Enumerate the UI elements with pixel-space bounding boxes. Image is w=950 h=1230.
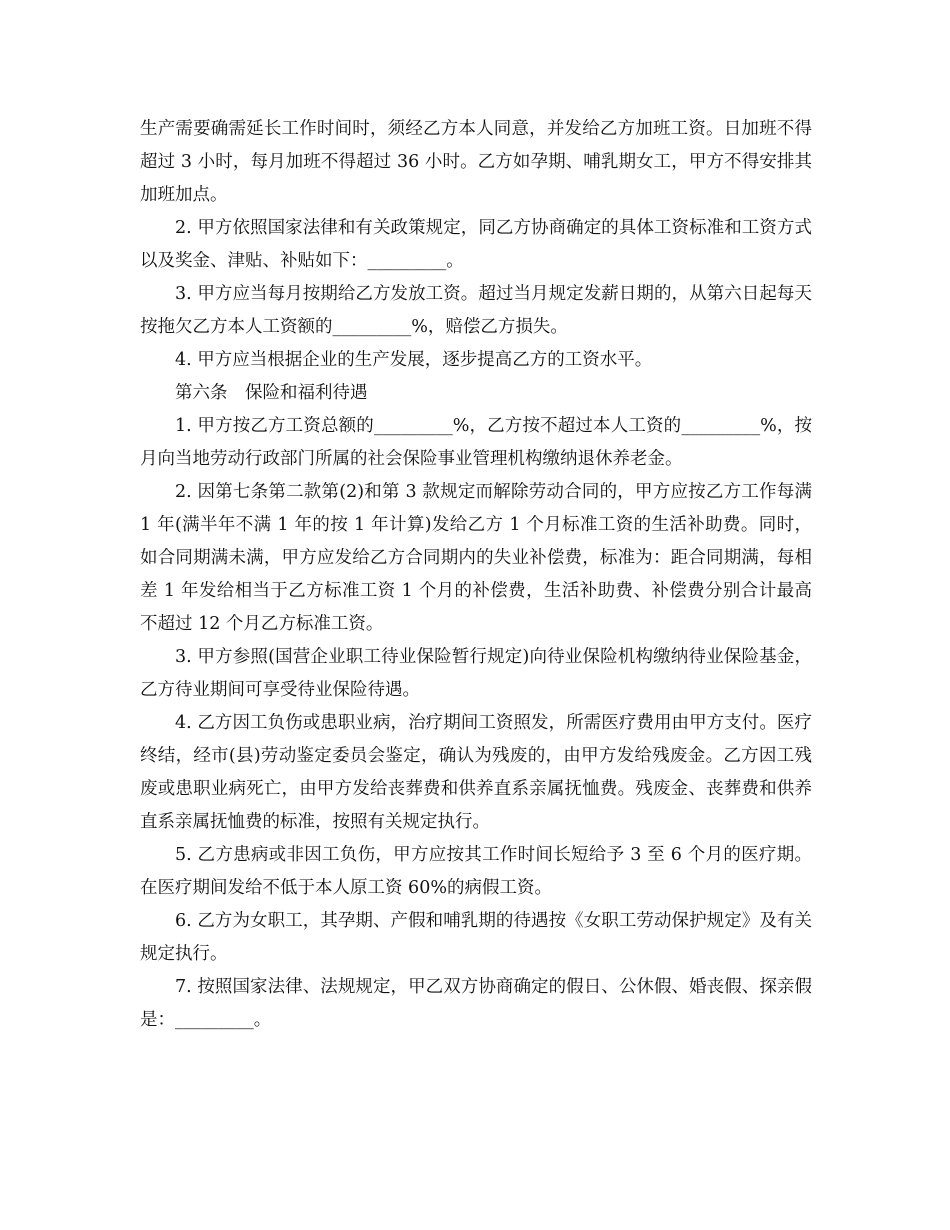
section-heading-article-6: 第六条 保险和福利待遇: [175, 383, 368, 403]
paragraph-insurance-6: 6. 乙方为女职工，其孕期、产假和哺乳期的待遇按《女职工劳动保护规定》及有关规定执行。: [140, 911, 812, 964]
paragraph-insurance-5: 5. 乙方患病或非因工负伤，甲方应按其工作时间长短给予 3 至 6 个月的医疗期。在医疗期间发给不低于本人原工资 60%的病假工资。: [140, 845, 812, 898]
paragraph-insurance-1: 1. 甲方按乙方工资总额的_________%，乙方按不超过本人工资的_________%，按月向当地劳动行政部门所属的社会保险事业管理机构缴纳退休养老金。: [140, 416, 812, 469]
paragraph-item-4: 4. 甲方应当根据企业的生产发展，逐步提高乙方的工资水平。: [175, 350, 653, 370]
paragraph-insurance-7: 7. 按照国家法律、法规规定，甲乙双方协商确定的假日、公休假、婚丧假、探亲假是：_________。: [140, 977, 812, 1030]
paragraph-item-3: 3. 甲方应当每月按期给乙方发放工资。超过当月规定发薪日期的，从第六日起每天按拖欠乙方本人工资额的_________%，赔偿乙方损失。: [140, 284, 812, 337]
paragraph-item-2: 2. 甲方依照国家法律和有关政策规定，同乙方协商确定的具体工资标准和工资方式以及奖金、津贴、补贴如下：_________。: [140, 218, 812, 271]
paragraph-continuation: 生产需要确需延长工作时间时，须经乙方本人同意，并发给乙方加班工资。日加班不得超过 3 小时，每月加班不得超过 36 小时。乙方如孕期、哺乳期女工，甲方不得安排其加班加点。: [140, 119, 812, 205]
document-body: [140, 113, 812, 1037]
paragraph-insurance-2: 2. 因第七条第二款第(2)和第 3 款规定而解除劳动合同的，甲方应按乙方工作每满 1 年(满半年不满 1 年的按 1 年计算)发给乙方 1 个月标准工资的生活补助费。同时，如合同期满未满，甲方应发给乙方合同期内的失业补偿费，标准为：距合同期满，每相差 1 年发给相当于乙方标准工资 1 个月的补偿费，生活补助费、补偿费分别合计最高不超过 12 个月乙方标准工资。: [140, 482, 812, 634]
paragraph-insurance-4: 4. 乙方因工负伤或患职业病，治疗期间工资照发，所需医疗费用由甲方支付。医疗终结，经市(县)劳动鉴定委员会鉴定，确认为残废的，由甲方发给残废金。乙方因工残废或患职业病死亡，由甲方发给丧葬费和供养直系亲属抚恤费。残废金、丧葬费和供养直系亲属抚恤费的标准，按照有关规定执行。: [140, 713, 812, 832]
paragraph-insurance-3: 3. 甲方参照(国营企业职工待业保险暂行规定)向待业保险机构缴纳待业保险基金，乙方待业期间可享受待业保险待遇。: [140, 647, 812, 700]
